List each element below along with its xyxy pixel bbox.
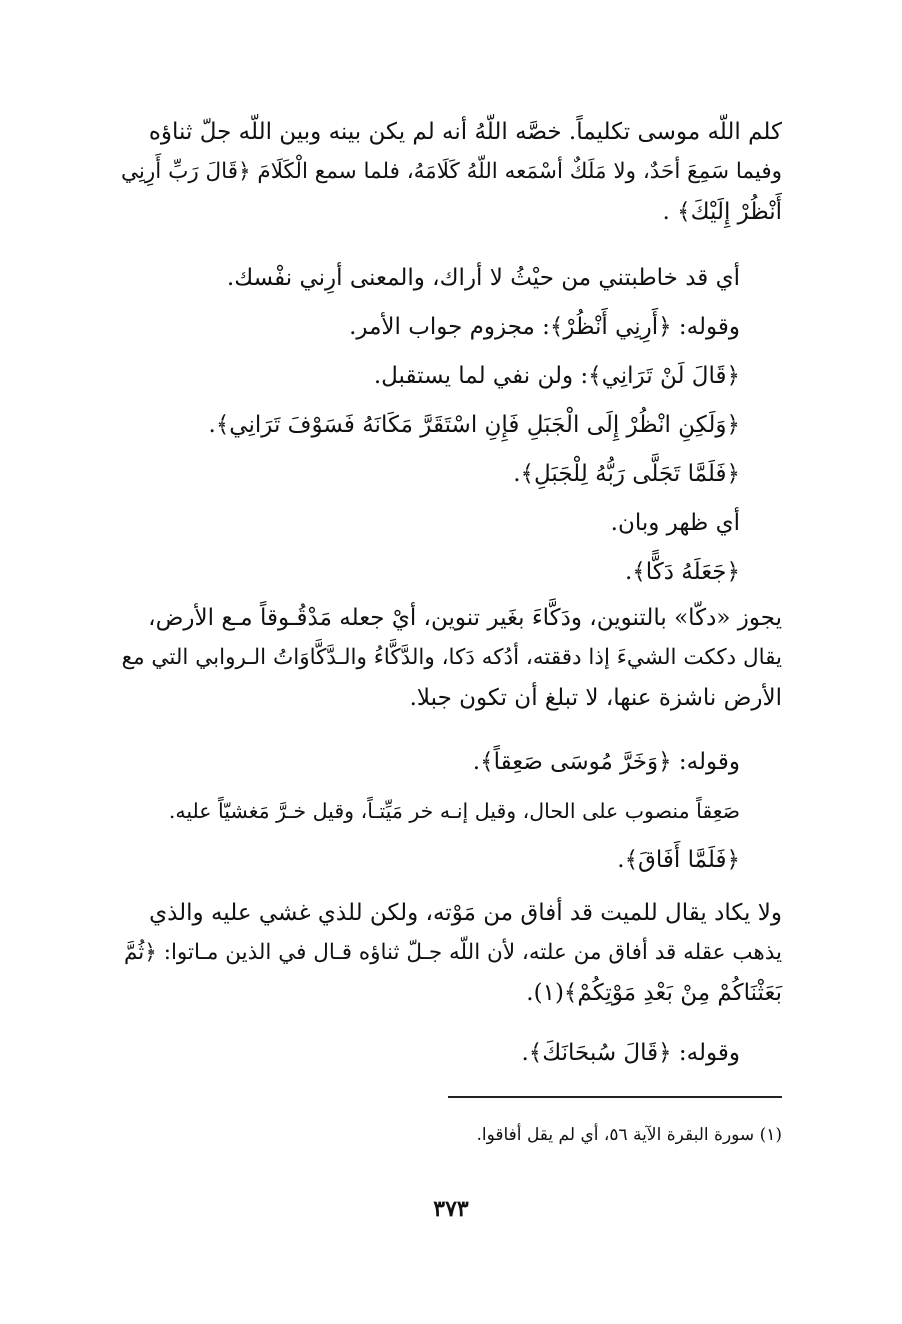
text-line: يذهب عقله قد أفاق من علته، لأن اللّه جـلّ ثناؤه قـال في الذين مـاتوا: ﴿ثُمَّ (123, 940, 782, 965)
text-line: أي قد خاطبتني من حيْثُ لا أراك، والمعنى أرِني نفْسك. (226, 265, 740, 291)
text-line: ولا يكاد يقال للميت قد أفاق من مَوْته، ولكن للذي غشي عليه والذي (149, 900, 782, 926)
text-line: صَعِقاً منصوب على الحال، وقيل إنـه خر مَيِّتـاً، وقيل خـرَّ مَغشيّاً عليه. (168, 799, 740, 823)
page-number: ٣٧٣ (433, 1196, 469, 1222)
text-line: ﴿وَلَكِنِ انْظُرْ إِلَى الْجَبَلِ فَإِنِ اسْتَقَرَّ مَكَانَهُ فَسَوْفَ تَرَانِي﴾. (208, 412, 740, 438)
text-line: ﴿قَالَ لَنْ تَرَانِي﴾: ولن نفي لما يستقبل. (373, 363, 740, 389)
text-line: وقوله: ﴿قَالَ سُبحَانَكَ﴾. (521, 1040, 740, 1066)
text-line: أَنْظُرْ إِلَيْكَ﴾ . (662, 199, 782, 225)
indented-block-2 (160, 742, 740, 889)
text-line: ﴿جَعَلَهُ دَكًّا﴾. (624, 559, 740, 585)
text-line: الأرض ناشزة عنها، لا تبلغ أن تكون جبلا. (409, 685, 782, 711)
text-line: يجوز «دكّا» بالتنوين، ودَكَّاءَ بغَير تنوين، أيْ جعله مَدْقُـوقاً مـع الأرض، (148, 605, 782, 631)
paragraph-3 (120, 893, 782, 1013)
indented-block-3 (160, 1033, 740, 1073)
text-line: وقوله: ﴿أَرِنِي أَنْظُرْ﴾: مجزوم جواب الأمر. (349, 314, 740, 340)
text-line: وقوله: ﴿وَخَرَّ مُوسَى صَعِقاً﴾. (472, 749, 740, 775)
text-line: ﴿فَلَمَّا تَجَلَّى رَبُّهُ لِلْجَبَلِ﴾. (513, 461, 740, 487)
paragraph-1 (120, 112, 782, 232)
text-line: أي ظهر وبان. (610, 510, 740, 536)
footnote-divider (448, 1096, 782, 1098)
text-line: وفيما سَمِعَ أحَدٌ، ولا مَلَكٌ أسْمَعه اللّهُ كَلَامَهُ، فلما سمع الْكَلَامَ ﴿قَالَ رَبِّ أَرِنِي (120, 159, 782, 184)
text-line: بَعَثْنَاكُمْ مِنْ بَعْدِ مَوْتِكُمْ﴾(١). (526, 980, 782, 1006)
paragraph-2 (120, 598, 782, 718)
text-line: ﴿فَلَمَّا أَفَاقَ﴾. (617, 847, 740, 873)
text-line: كلم اللّه موسى تكليماً. خصَّه اللّهُ أنه لم يكن بينه وبين اللّه جلّ ثناؤه (148, 119, 782, 145)
indented-block-1 (160, 258, 740, 601)
footnote: (١) سورة البقرة الآية ٥٦، أي لم يقل أفاقوا. (476, 1125, 782, 1145)
text-line: يقال دككت الشيءَ إذا دققته، أدُكه دَكا، والدَّكَّاءُ والـدَّكَّاوَاتُ الـروابي التي مع (121, 645, 782, 670)
